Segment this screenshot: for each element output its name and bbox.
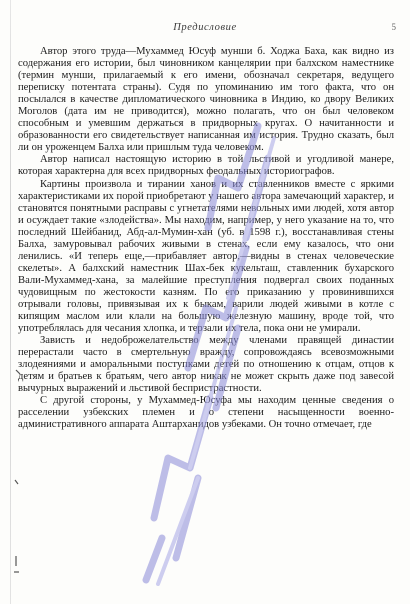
- paragraph-manner: Автор написал настоящую историю в той льстивой и угодливой манере, которая характерна для всех придворных феодальных историографов.: [18, 154, 394, 178]
- body-text: [18, 46, 394, 432]
- page-number: 5: [391, 22, 396, 32]
- scan-edge: [10, 0, 11, 604]
- margin-marks: [12, 360, 24, 590]
- paragraph-tyranny: Картины произвола и тирании ханов и их ставленников вместе с яркими характеристиками их порой приобретают у нашего автора замечающий характер, и становятся понятными расправы с угнетателями невольных ими людей, хотя автор и осуждает такие «злодейства». Мы находим, например, у него указание на то, что последний Шейбанид, Абд-ал-Мумин-хан (уб. в 1598 г.), восстанавливая стены Балха, замуровывал рабочих живыми в стенах, если ему казалось, что они ленились. «И теперь еще,—прибавляет автор,—видны в стенах человеческие скелеты». А балхский наместник Шах-бек кукельташ, ставленник бухарского Вали-Мухаммед-хана, за малейшие преступления подвергал своих поданных чудовищным по жестокости казням. По его приказанию у провинившихся отрывали головы, привязывая их к быкам, варили людей живыми в котле с кипящим маслом или клали на большую железную машину, вроде той, что употреблялась для чесания хлопка, и терзали их тела, пока они не умирали.: [18, 178, 394, 335]
- paragraph-author: Автор этого труда—Мухаммед Юсуф мунши б. Ходжа Баха, как видно из содержания его истории, был чиновником канцелярии при балхском наместнике (термин мунши, прилагаемый к его имени, обозначал секретаря, ведущего переписку потентата страны). Судя по упоминанию им того факта, что он посылался в качестве дипломатического чиновника в Индию, ко двору Великих Моголов (дата им не приводится), можно полагать, что он был человеком способным и умевшим держаться в придворных кругах. О начитанности и образованности его свидетельствует написанная им история. Трудно сказать, был ли он уроженцем Балха или пришлым туда человеком.: [18, 46, 394, 154]
- paragraph-tribes: С другой стороны, у Мухаммед-Юсуфа мы находим ценные сведения о расселении узбекских племен и о степени насыщенности военно-административного аппарата Аштарханидов узбеками. Он точно отмечает, где: [18, 395, 394, 431]
- running-head: Предисловие: [173, 22, 237, 33]
- paragraph-dynasty: Зависть и недоброжелательство между членами правящей династии перерастали часто в смертельную вражду, сопровождаясь всевозможными злодеяниями и аморальными поступками детей по отношению к отцам, отцов к детям и братьев к братьям, чего автор никак не может скрыть даже под завесой вычурных выражений и льстивой беспристрастности.: [18, 335, 394, 395]
